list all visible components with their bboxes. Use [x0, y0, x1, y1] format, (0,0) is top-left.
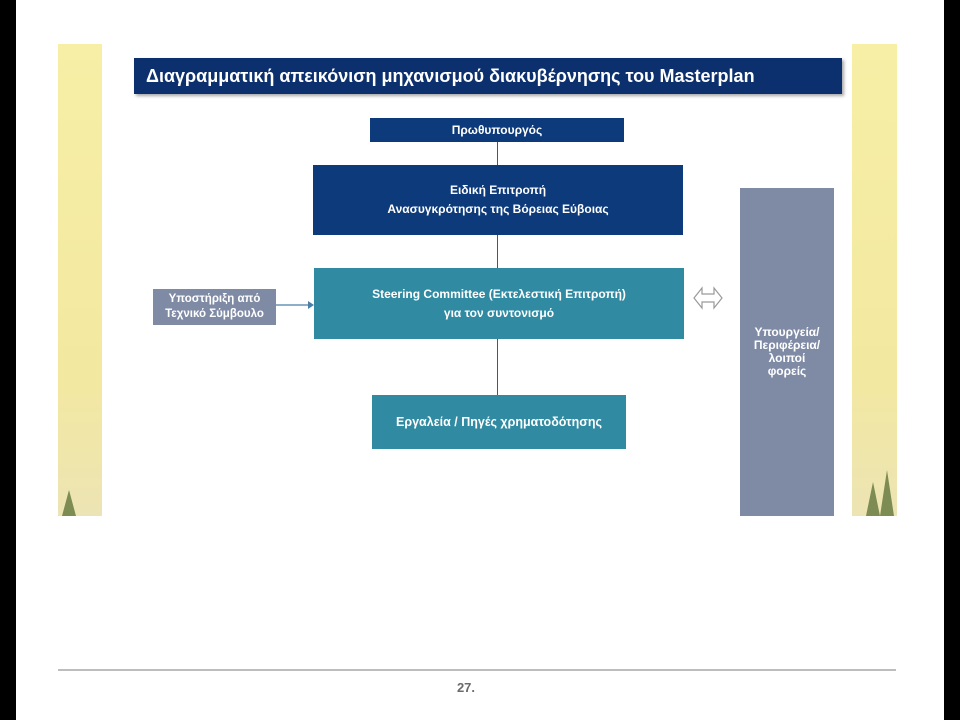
- steering-committee-box: [314, 268, 684, 339]
- connector-line: [497, 142, 498, 165]
- technical-support-label-line2: Τεχνικό Σύμβουλο: [165, 308, 264, 320]
- tree-decoration: [880, 470, 894, 516]
- slide-title: Διαγραμματική απεικόνιση μηχανισμού διακυβέρνησης του Masterplan: [134, 58, 842, 94]
- ministries-label-line4: φορείς: [767, 364, 807, 378]
- technical-support-box: [153, 289, 276, 325]
- special-committee-label-line1: Ειδική Επιτροπή: [449, 183, 547, 197]
- double-arrow-icon: [693, 285, 723, 311]
- funding-tools-label: Εργαλεία / Πηγές χρηματοδότησης: [396, 414, 602, 429]
- connector-line: [497, 339, 498, 395]
- ministries-box: [740, 188, 834, 516]
- steering-committee-label-line1: Steering Committee (Εκτελεστική Επιτροπή): [372, 286, 626, 301]
- technical-support-label-line1: Υποστήριξη από: [168, 293, 261, 305]
- funding-tools-box: [372, 395, 626, 449]
- prime-minister-label: Πρωθυπουργός: [451, 122, 543, 137]
- special-committee-box: [313, 165, 683, 235]
- ministries-label-line1: Υπουργεία/: [754, 325, 820, 339]
- arrow-right-icon: [276, 298, 314, 312]
- tree-decoration: [62, 490, 76, 516]
- tree-decoration: [866, 482, 880, 516]
- steering-committee-label-line2: για τον συντονισμό: [443, 305, 555, 320]
- slide: [16, 0, 944, 720]
- connector-line: [497, 235, 498, 268]
- ministries-label-line3: λοιποί: [768, 351, 806, 365]
- prime-minister-box: [370, 118, 624, 142]
- right-decorative-panel: [852, 44, 897, 516]
- ministries-label-line2: Περιφέρεια/: [753, 338, 821, 352]
- left-decorative-panel: [58, 44, 102, 516]
- page-number: 27.: [456, 680, 476, 695]
- special-committee-label-line2: Ανασυγκρότησης της Βόρειας Εύβοιας: [387, 202, 609, 216]
- footer-divider: [58, 669, 896, 671]
